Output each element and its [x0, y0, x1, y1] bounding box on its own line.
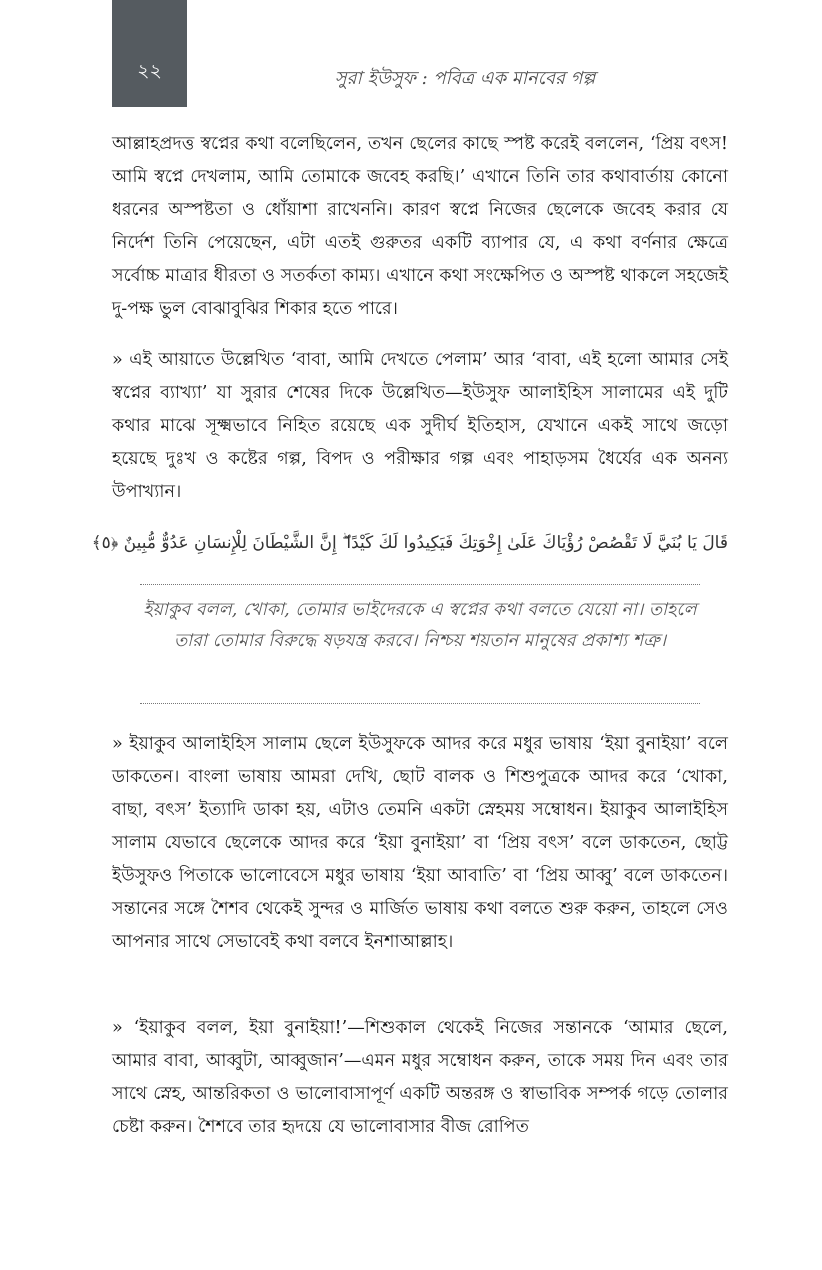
- page-number-tab: [112, 0, 187, 107]
- paragraph-2: » এই আয়াতে উল্লেখিত ‘বাবা, আমি দেখতে পেলাম’ আর ‘বাবা, এই হলো আমার সেই স্বপ্নের ব্যাখ্যা’ যা সুরার শেষের দিকে উল্লেখিত—ইউসুফ আলাইহিস সালামের এই দুটি কথার মাঝে সূক্ষ্মভাবে নিহিত রয়েছে এক সুদীর্ঘ ইতিহাস, যেখানে একই সাথে জড়ো হয়েছে দুঃখ ও কষ্টের গল্প, বিপদ ও পরীক্ষার গল্প এবং পাহাড়সম ধৈর্যের এক অনন্য উপাখ্যান।: [112, 350, 728, 502]
- verse-translation: ইয়াকুব বলল, খোকা, তোমার ভাইদেরকে এ স্বপ্নের কথা বলতে যেয়ো না। তাহলে তারা তোমার বিরুদ্ধে ষড়যন্ত্র করবে। নিশ্চয় শয়তান মানুষের প্রকাশ্য শত্রু।: [143, 600, 697, 651]
- paragraph-3: » ইয়াকুব আলাইহিস সালাম ছেলে ইউসুফকে আদর করে মধুর ভাষায় ‘ইয়া বুনাইয়া’ বলে ডাকতেন। বাংলা ভাষায় আমরা দেখি, ছোট বালক ও শিশুপুত্রকে আদর করে ‘খোকা, বাছা, বৎস’ ইত্যাদি ডাকা হয়, এটাও তেমনি একটা স্নেহময় সম্বোধন। ইয়াকুব আলাইহিস সালাম যেভাবে ছেলেকে আদর করে ‘ইয়া বুনাইয়া’ বা ‘প্রিয় বৎস’ বলে ডাকতেন, ছোট্ট ইউসুফও পিতাকে ভালোবেসে মধুর ভাষায় ‘ইয়া আবাতি’ বা ‘প্রিয় আব্বু’ বলে ডাকতেন। সন্তানের সঙ্গে শৈশব থেকেই সুন্দর ও মার্জিত ভাষায় কথা বলতে শুরু করুন, তাহলে সেও আপনার সাথে সেভাবেই কথা বলবে ইনশাআল্লাহ।: [112, 734, 728, 952]
- arabic-verse: قَالَ يَا بُنَيَّ لَا تَقْصُصْ رُؤْيَاكَ عَلَىٰ إِخْوَتِكَ فَيَكِيدُوا لَكَ كَيْدًا ۖ إِنَّ الشَّيْطَانَ لِلْإِنسَانِ عَدُوٌّ مُّبِينٌ ﴿٥﴾: [91, 533, 728, 553]
- paragraph-4: » ‘ইয়াকুব বলল, ইয়া বুনাইয়া!’—শিশুকাল থেকেই নিজের সন্তানকে ‘আমার ছেলে, আমার বাবা, আব্বুটা, আব্বুজান’—এমন মধুর সম্বোধন করুন, তাকে সময় দিন এবং তার সাথে স্নেহ, আন্তরিকতা ও ভালোবাসাপূর্ণ একটি অন্তরঙ্গ ও স্বাভাবিক সম্পর্ক গড়ে তোলার চেষ্টা করুন। শৈশবে তার হৃদয়ে যে ভালোবাসার বীজ রোপিত: [112, 1018, 728, 1137]
- paragraph-1: আল্লাহপ্রদত্ত স্বপ্নের কথা বলেছিলেন, তখন ছেলের কাছে স্পষ্ট করেই বললেন, ‘প্রিয় বৎস! আমি স্বপ্নে দেখলাম, আমি তোমাকে জবেহ করছি।’ এখানে তিনি তার কথাবার্তায় কোনো ধরনের অস্পষ্টতা ও ধোঁয়াশা রাখেননি। কারণ স্বপ্নে নিজের ছেলেকে জবেহ করার যে নির্দেশ তিনি পেয়েছেন, এটা এতই গুরুতর একটি ব্যাপার যে, এ কথা বর্ণনার ক্ষেত্রে সর্বোচ্চ মাত্রার ধীরতা ও সতর্কতা কাম্য। এখানে কথা সংক্ষেপিত ও অস্পষ্ট থাকলে সহজেই দু-পক্ষ ভুল বোঝাবুঝির শিকার হতে পারে।: [112, 134, 728, 319]
- page-number: ২২: [137, 60, 162, 82]
- verse-translation-box: [140, 584, 700, 704]
- running-title: সুরা ইউসুফ : পবিত্র এক মানবের গল্প: [334, 68, 596, 89]
